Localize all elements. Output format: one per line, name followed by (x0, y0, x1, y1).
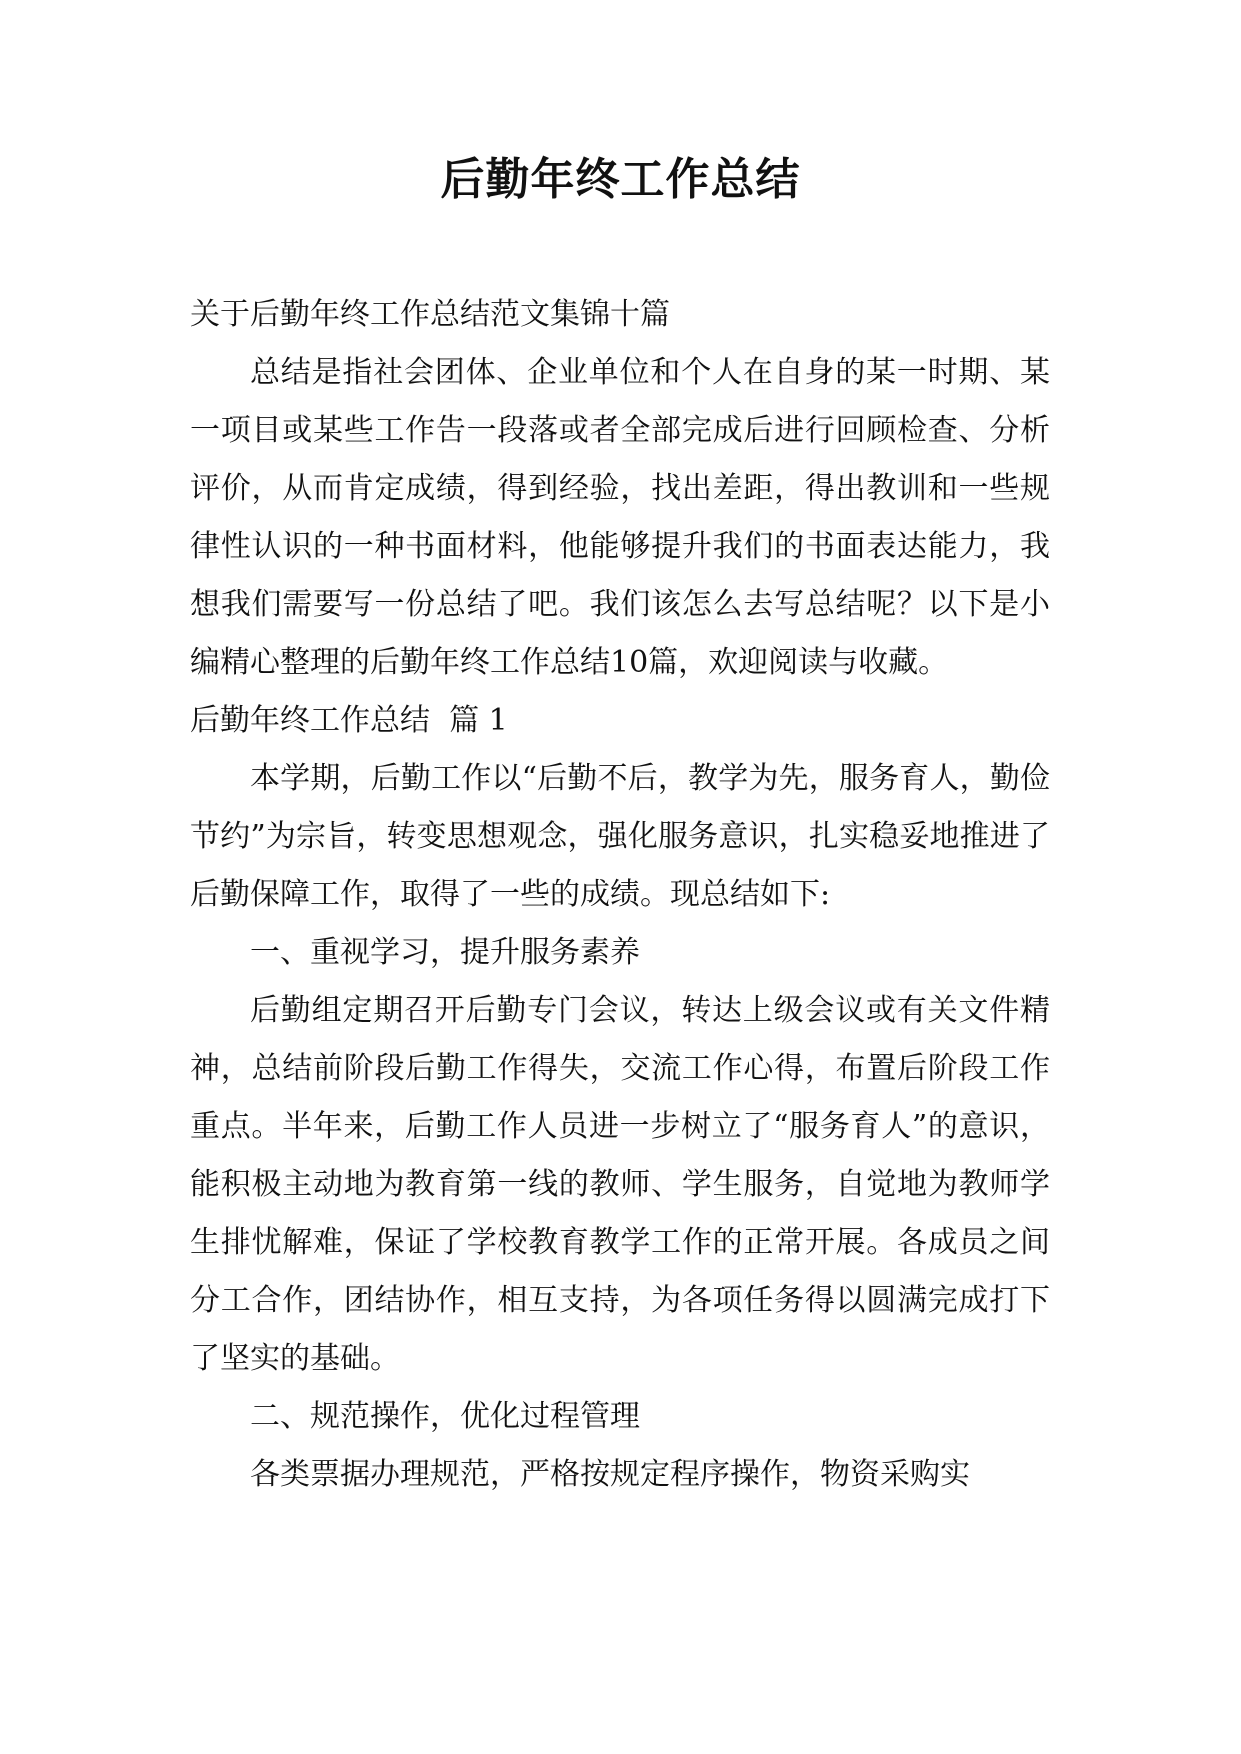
paragraph-2: 后勤组定期召开后勤专门会议，转达上级会议或有关文件精神，总结前阶段后勤工作得失，交流工作心得，布置后阶段工作重点。半年来，后勤工作人员进一步树立了“服务育人”的意识，能积极主动地为教育第一线的教师、学生服务，自觉地为教师学生排忧解难，保证了学校教育教学工作的正常开展。各成员之间分工合作，团结协作，相互支持，为各项任务得以圆满完成打下了坚实的基础。 (190, 993, 1050, 1376)
paragraph-1: 本学期，后勤工作以“后勤不后，教学为先，服务育人，勤俭节约”为宗旨，转变思想观念，强化服务意识，扎实稳妥地推进了后勤保障工作，取得了一些的成绩。现总结如下: (190, 761, 1050, 912)
part-heading: 后勤年终工作总结 篇 1 (190, 703, 508, 738)
section-heading-1: 一、重视学习，提升服务素养 (250, 935, 640, 970)
document-subtitle: 关于后勤年终工作总结范文集锦十篇 (190, 297, 670, 332)
document-title: 后勤年终工作总结 (440, 154, 801, 205)
paragraph-3: 各类票据办理规范，严格按规定程序操作，物资采购实 (250, 1457, 970, 1492)
document-body (190, 286, 1050, 1504)
section-heading-2: 二、规范操作，优化过程管理 (250, 1399, 640, 1434)
intro-paragraph: 总结是指社会团体、企业单位和个人在自身的某一时期、某一项目或某些工作告一段落或者全部完成后进行回顾检查、分析评价，从而肯定成绩，得到经验，找出差距，得出教训和一些规律性认识的一种书面材料，他能够提升我们的书面表达能力，我想我们需要写一份总结了吧。我们该怎么去写总结呢？以下是小编精心整理的后勤年终工作总结10篇，欢迎阅读与收藏。 (190, 355, 1050, 680)
